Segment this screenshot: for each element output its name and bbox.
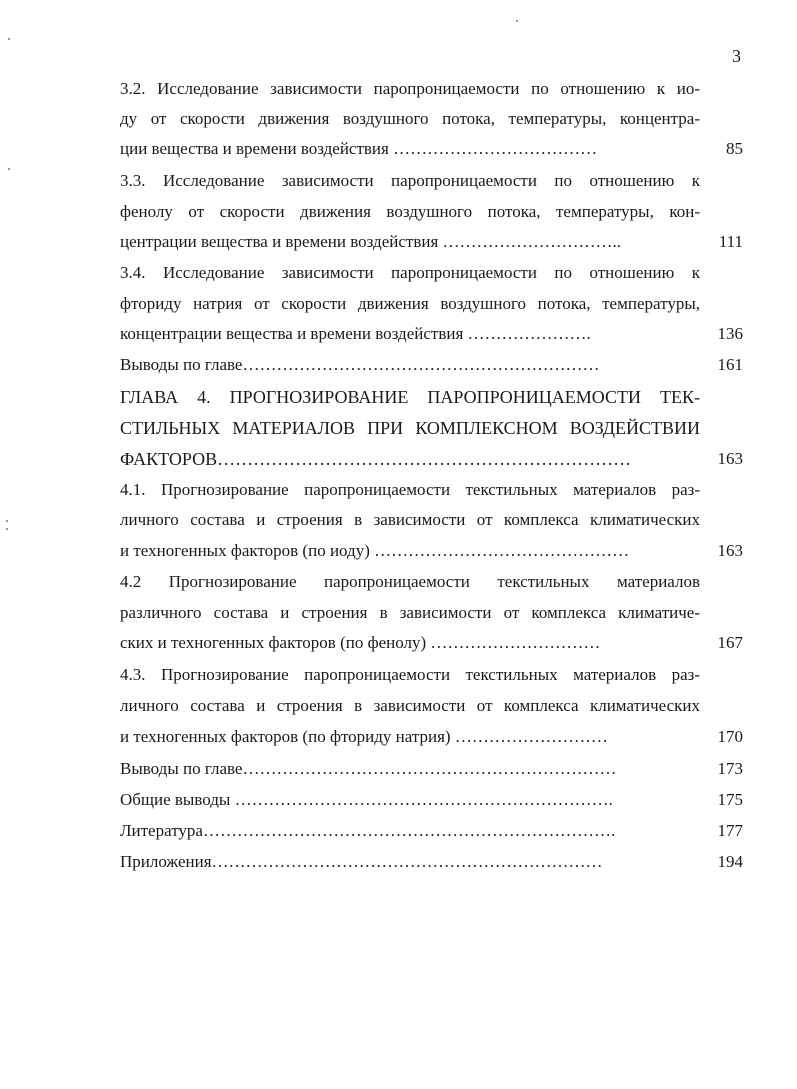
toc-line: ских и техногенных факторов (по фенолу) ………………………… <box>120 633 601 652</box>
toc-line: центрации вещества и времени воздействия ………………………….. <box>120 232 622 251</box>
toc-line: Литература………………………………………………………………. <box>120 821 616 840</box>
toc-line: ции вещества и времени воздействия ……………………………… <box>120 139 598 158</box>
toc-chapter-line: СТИЛЬНЫХ МАТЕРИАЛОВ ПРИ КОМПЛЕКСНОМ ВОЗДЕЙСТВИИ <box>120 418 700 438</box>
toc-line: 4.3. Прогнозирование паропроницаемости текстильных материалов раз- <box>120 665 700 684</box>
page-number: 3 <box>732 46 741 66</box>
toc-page-number: 170 <box>717 727 743 746</box>
toc-line: 3.3. Исследование зависимости паропроницаемости по отношению к <box>120 171 700 190</box>
toc-line: 3.2. Исследование зависимости паропроницаемости по отношению к ио- <box>120 79 700 98</box>
toc-page-number: 175 <box>717 790 743 809</box>
toc-line: Выводы по главе………………………………………………………… <box>120 759 617 778</box>
toc-line: различного состава и строения в зависимости от комплекса климатиче- <box>120 603 700 622</box>
toc-line: фториду натрия от скорости движения воздушного потока, температуры, <box>120 294 700 313</box>
toc-line: личного состава и строения в зависимости от комплекса климатических <box>120 510 700 529</box>
toc-line: фенолу от скорости движения воздушного потока, температуры, кон- <box>120 202 700 221</box>
scan-speck <box>8 38 10 40</box>
toc-line: концентрации вещества и времени воздействия …………………. <box>120 324 591 343</box>
toc-line: Общие выводы …………………………………………………………. <box>120 790 613 809</box>
scan-speck <box>516 20 518 22</box>
toc-line: 4.2 Прогнозирование паропроницаемости текстильных материалов <box>120 572 700 591</box>
toc-chapter-line: ФАКТОРОВ…………………………………………………………… <box>120 449 632 469</box>
toc-page-number: 136 <box>717 324 743 343</box>
toc-line: и техногенных факторов (по фториду натрия) ……………………… <box>120 727 608 746</box>
toc-line: Приложения…………………………………………………………… <box>120 852 603 871</box>
toc-page-number: 111 <box>718 232 743 251</box>
toc-line: 3.4. Исследование зависимости паропроницаемости по отношению к <box>120 263 700 282</box>
scan-speck <box>6 528 8 530</box>
scan-speck <box>6 520 8 522</box>
toc-line: Выводы по главе……………………………………………………… <box>120 355 600 374</box>
toc-line: личного состава и строения в зависимости от комплекса климатических <box>120 696 700 715</box>
toc-page-number: 163 <box>717 449 743 468</box>
toc-page-number: 85 <box>726 139 743 158</box>
toc-page-number: 177 <box>717 821 743 840</box>
toc-page-number: 173 <box>717 759 743 778</box>
toc-line: ду от скорости движения воздушного потока, температуры, концентра- <box>120 109 700 128</box>
toc-page-number: 194 <box>717 852 743 871</box>
toc-chapter-line: ГЛАВА 4. ПРОГНОЗИРОВАНИЕ ПАРОПРОНИЦАЕМОСТИ ТЕК- <box>120 387 700 407</box>
toc-page-number: 161 <box>717 355 743 374</box>
scan-speck <box>8 168 10 170</box>
toc-line: и техногенных факторов (по иоду) ……………………………………… <box>120 541 630 560</box>
toc-line: 4.1. Прогнозирование паропроницаемости текстильных материалов раз- <box>120 480 700 499</box>
toc-page-number: 163 <box>717 541 743 560</box>
toc-page-number: 167 <box>717 633 743 652</box>
